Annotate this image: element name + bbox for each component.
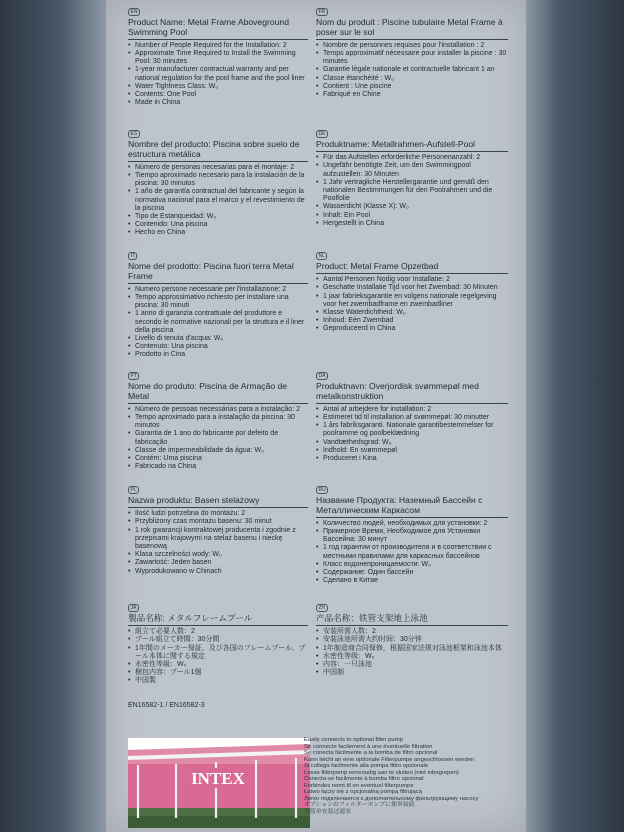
spec-list xyxy=(128,628,308,685)
list-item: • Garantia de 1 ano do fabricante por defeito de fabricação xyxy=(128,430,308,446)
list-item: • Número de personas necesarias para el montaje: 2 xyxy=(128,164,308,172)
section-da xyxy=(316,372,508,463)
section-title: Product Name: Metal Frame Aboveground Swimming Pool xyxy=(128,18,308,40)
spec-list xyxy=(316,42,508,99)
section-title: Название Продукта: Наземный Бассейн с Металлическим Каркасом xyxy=(316,496,508,518)
list-item: • Przybliżony czas montażu basenu: 30 minut xyxy=(128,518,308,526)
list-item: • Примерное Время, Необходимое для Установки Бассейна: 30 минут xyxy=(316,528,508,544)
language-code: IT xyxy=(128,252,137,260)
section-title: 製品名称: メタルフレームプール xyxy=(128,614,308,626)
list-item: • Klasa szczelności wody: W₀ xyxy=(128,551,308,559)
list-item: • Für das Aufstellen erforderliche Personenanzahl: 2 xyxy=(316,154,508,162)
list-item: • 中国製 xyxy=(128,677,308,685)
list-item: • Klasse Waterdichtheid: W₀ xyxy=(316,309,508,317)
standards-label: EN16582-1 / EN16582-3 xyxy=(128,702,205,709)
list-item: • Ungefähr benötigte Zeit, um den Swimmingpool aufzustellen: 30 Minuten xyxy=(316,162,508,178)
section-title: Produktnavn: Overjordisk svømmepøl med metalkonstruktion xyxy=(316,382,508,404)
list-item: • Hergestellt in China xyxy=(316,220,508,228)
list-item: • Количество людей, необходимых для установки: 2 xyxy=(316,520,508,528)
pool-photo xyxy=(128,738,310,828)
list-item: • Number of People Required for the Installation: 2 xyxy=(128,42,308,50)
list-item: • Garantie légale nationale et contractuelle fabricant 1 an xyxy=(316,66,508,74)
list-item: • Сделано в Китае xyxy=(316,577,508,585)
list-item: • 1-year manufacturer contractual warranty and per national regulation for the pool frame and the pool liner xyxy=(128,66,308,82)
list-item: • 水密性等级：W₀ xyxy=(316,653,508,661)
list-item: • Contient : Une piscine xyxy=(316,83,508,91)
language-code: JA xyxy=(128,604,139,612)
section-zh xyxy=(316,604,508,677)
list-item: • 1 anno di garanzia contrattuale del produttore e secondo le normative nazionali per la struttura e il liner della piscina xyxy=(128,310,308,335)
list-item: • 1 año de garantía contractual del fabricante y según la normativa nacional para el marco y el revestimiento de la piscina xyxy=(128,188,308,213)
list-item: • Tempo aproximado para a instalação da piscina: 30 minutos xyxy=(128,414,308,430)
product-info-card xyxy=(106,0,526,832)
list-item: • Approximate Time Required to Install the Swimming Pool: 30 minutes xyxy=(128,50,308,66)
list-item: • 1 Jahr vertragliche Herstellergarantie und gemäß den nationalen Bestimmungen für den Poolrahmen und die Poolfolie xyxy=(316,179,508,204)
list-item: • Tiempo aproximado necesario para la instalación de la piscina: 30 minutos xyxy=(128,172,308,188)
list-item: • 安装泳池所需大约时间：30分钟 xyxy=(316,636,508,644)
list-item: • Geschatte Installatie Tijd voor het Zwembad: 30 Minuten xyxy=(316,284,508,292)
section-ja xyxy=(128,604,308,686)
list-item: • Zawartość: Jeden basen xyxy=(128,559,308,567)
list-item: • 安装所需人数：2 xyxy=(316,628,508,636)
list-item: • Contenuto: Una piscina xyxy=(128,343,308,351)
spec-list xyxy=(128,406,308,472)
list-item: • 中国制 xyxy=(316,669,508,677)
section-title: Nazwa produktu: Basen stelażowy xyxy=(128,496,308,508)
list-item: • Geproduceerd in China xyxy=(316,325,508,333)
section-title: Product: Metal Frame Opzetbad xyxy=(316,262,508,274)
section-title: Produktname: Metallrahmen-Aufstell-Pool xyxy=(316,140,508,152)
section-de xyxy=(316,130,508,228)
list-item: • Wyprodukowano w Chinach xyxy=(128,568,308,576)
intex-logo: INTEX xyxy=(191,769,245,788)
list-item: • Indhold: En svømmepøl xyxy=(316,447,508,455)
spec-list xyxy=(316,406,508,463)
list-item: • Contents: One Pool xyxy=(128,91,308,99)
list-item: • Numero persone necessarie per l'installazione: 2 xyxy=(128,286,308,294)
list-item: • 1 jaar fabrieksgarantie en volgens nationale regelgeving voor het zwembadframe en zwembadliner xyxy=(316,293,508,309)
filter-note: Forbindes nemt til en eventuel filterpumpe xyxy=(304,782,414,789)
list-item: • Tempo approssimativo richiesto per installare una piscina: 30 minuti xyxy=(128,294,308,310)
list-item: • Vandtæthedsgrad: W₀ xyxy=(316,439,508,447)
list-item: • Livello di tenuta d'acqua: W₀ xyxy=(128,335,308,343)
language-code: DE xyxy=(316,130,328,138)
section-ru xyxy=(316,486,508,585)
language-code: FR xyxy=(316,8,328,16)
list-item: • Содержание: Один бассейн xyxy=(316,569,508,577)
list-item: • Fabriqué en Chine xyxy=(316,91,508,99)
list-item: • Tipo de Estanqueidad: W₀ xyxy=(128,213,308,221)
section-it xyxy=(128,252,308,360)
section-pl xyxy=(128,486,308,576)
spec-list xyxy=(128,164,308,238)
filter-note: Losse filterpomp eenvoudig aan te sluiten (niet inbegrepen) xyxy=(304,769,459,776)
section-fr xyxy=(316,8,508,99)
filter-note: Se connecte facilement à une éventuelle filtration xyxy=(304,743,433,750)
section-en xyxy=(128,8,308,107)
list-item: • プール組立て時間：30分間 xyxy=(128,636,308,644)
list-item: • 水密性等級：W₀ xyxy=(128,661,308,669)
filter-note: Si collega facilmente alla pompa filtro opzionale xyxy=(304,763,429,769)
list-item: • Estimeret tid til installation af svømmepøl: 30 minutter xyxy=(316,414,508,422)
list-item: • Aantal Personen Nodig voor Installatie: 2 xyxy=(316,276,508,284)
list-item: • 1 rok gwarancji kontraktowej producenta i zgodnie z przepisami krajowymi na stelaż basenu i nieckę basenową xyxy=(128,527,308,552)
spec-list xyxy=(128,286,308,360)
language-code: NL xyxy=(316,252,327,260)
language-code: RU xyxy=(316,486,328,494)
language-code: DA xyxy=(316,372,328,380)
spec-list xyxy=(316,520,508,586)
list-item: • Inhoud: Eén Zwembad xyxy=(316,317,508,325)
list-item: • Temps approximatif nécessaire pour installer la piscine : 30 minutes xyxy=(316,50,508,66)
list-item: • Classe de impermeabilidade da água: W₀ xyxy=(128,447,308,455)
list-item: • Wasserdicht (Klasse X): W₀ xyxy=(316,203,508,211)
list-item: • 梱包内容：プール1個 xyxy=(128,669,308,677)
list-item: • 1 års fabriksgaranti. Nationale garantibestemmelser for poolramme og poolbeklædning xyxy=(316,422,508,438)
list-item: • Contenido: Una piscina xyxy=(128,221,308,229)
section-title: Nom du produit : Piscine tubulaire Metal Frame à poser sur le sol xyxy=(316,18,508,40)
filter-note: 可简单安装过滤泵 xyxy=(304,808,352,815)
language-code: PT xyxy=(128,372,139,380)
filter-note: オプションのフィルターポンプに簡単接続 xyxy=(304,802,415,808)
filter-note: Se conecta fácilmente a la bomba de filtro opcional xyxy=(304,750,438,756)
section-title: 产品名称：铁管支架地上泳池 xyxy=(316,614,508,626)
list-item: • Antal af arbejdere for installation: 2 xyxy=(316,406,508,414)
spec-list xyxy=(128,510,308,576)
list-item: • Produceret i Kina xyxy=(316,455,508,463)
section-title: Nome del prodotto: Piscina fuori terra Metal Frame xyxy=(128,262,308,284)
spec-list xyxy=(316,628,508,677)
list-item: • Ilość ludzi potrzebna do montażu: 2 xyxy=(128,510,308,518)
section-es xyxy=(128,130,308,238)
list-item: • 1年間のメーカー保証、及び各国のフレームプール、プール本体に関する規定 xyxy=(128,645,308,661)
language-code: ZH xyxy=(316,604,328,612)
list-item: • 組立て必要人数：2 xyxy=(128,628,308,636)
filter-note: Łatwo łączy się z opcjonalną pompą filtrującą xyxy=(304,789,422,795)
filter-note: Kann leicht an eine optionale Filterpumpe angeschlossen werden xyxy=(304,756,475,763)
list-item: • Inhalt: Ein Pool xyxy=(316,212,508,220)
list-item: • Hecho en China xyxy=(128,229,308,237)
list-item: • 内容：一只泳池 xyxy=(316,661,508,669)
section-pt xyxy=(128,372,308,471)
section-title: Nombre del producto: Piscina sobre suelo de estructura metálica xyxy=(128,140,308,162)
spec-list xyxy=(128,42,308,108)
list-item: • 1 год гарантии от производителя и в соответствии с местными правилами для каркасных бассейнов xyxy=(316,544,508,560)
list-item: • Nombre de personnes requises pour l'installation : 2 xyxy=(316,42,508,50)
spec-list xyxy=(316,276,508,333)
list-item: • Classe étanchéité : W₀ xyxy=(316,75,508,83)
list-item: • Water Tightness Class: W₀ xyxy=(128,83,308,91)
list-item: • Prodotto in Cina xyxy=(128,351,308,359)
section-title: Nome do produto: Piscina de Armação de Metal xyxy=(128,382,308,404)
list-item: • Número de pessoas necessárias para a instalação: 2 xyxy=(128,406,308,414)
spec-list xyxy=(316,154,508,228)
filter-pump-notes xyxy=(304,737,514,815)
list-item: • Класс водонепроницаемости: W₀ xyxy=(316,561,508,569)
filter-note: Conecta-se facilmente à bomba filtro opcional xyxy=(304,776,424,782)
list-item: • Made in China xyxy=(128,99,308,107)
section-nl xyxy=(316,252,508,334)
list-item: • Contém: Uma piscina xyxy=(128,455,308,463)
filter-note: Легко подключается к дополнительному фильтрующему насосу xyxy=(304,795,479,802)
language-code: EN xyxy=(128,8,140,16)
language-code: PL xyxy=(128,486,139,494)
filter-note: Easily connects to optional filter pump xyxy=(304,737,403,743)
language-code: ES xyxy=(128,130,140,138)
list-item: • Fabricado na China xyxy=(128,463,308,471)
pool-illustration xyxy=(128,738,310,828)
list-item: • 1年制造商合同保修，根据国家法规对泳池框架和泳池本体 xyxy=(316,645,508,653)
